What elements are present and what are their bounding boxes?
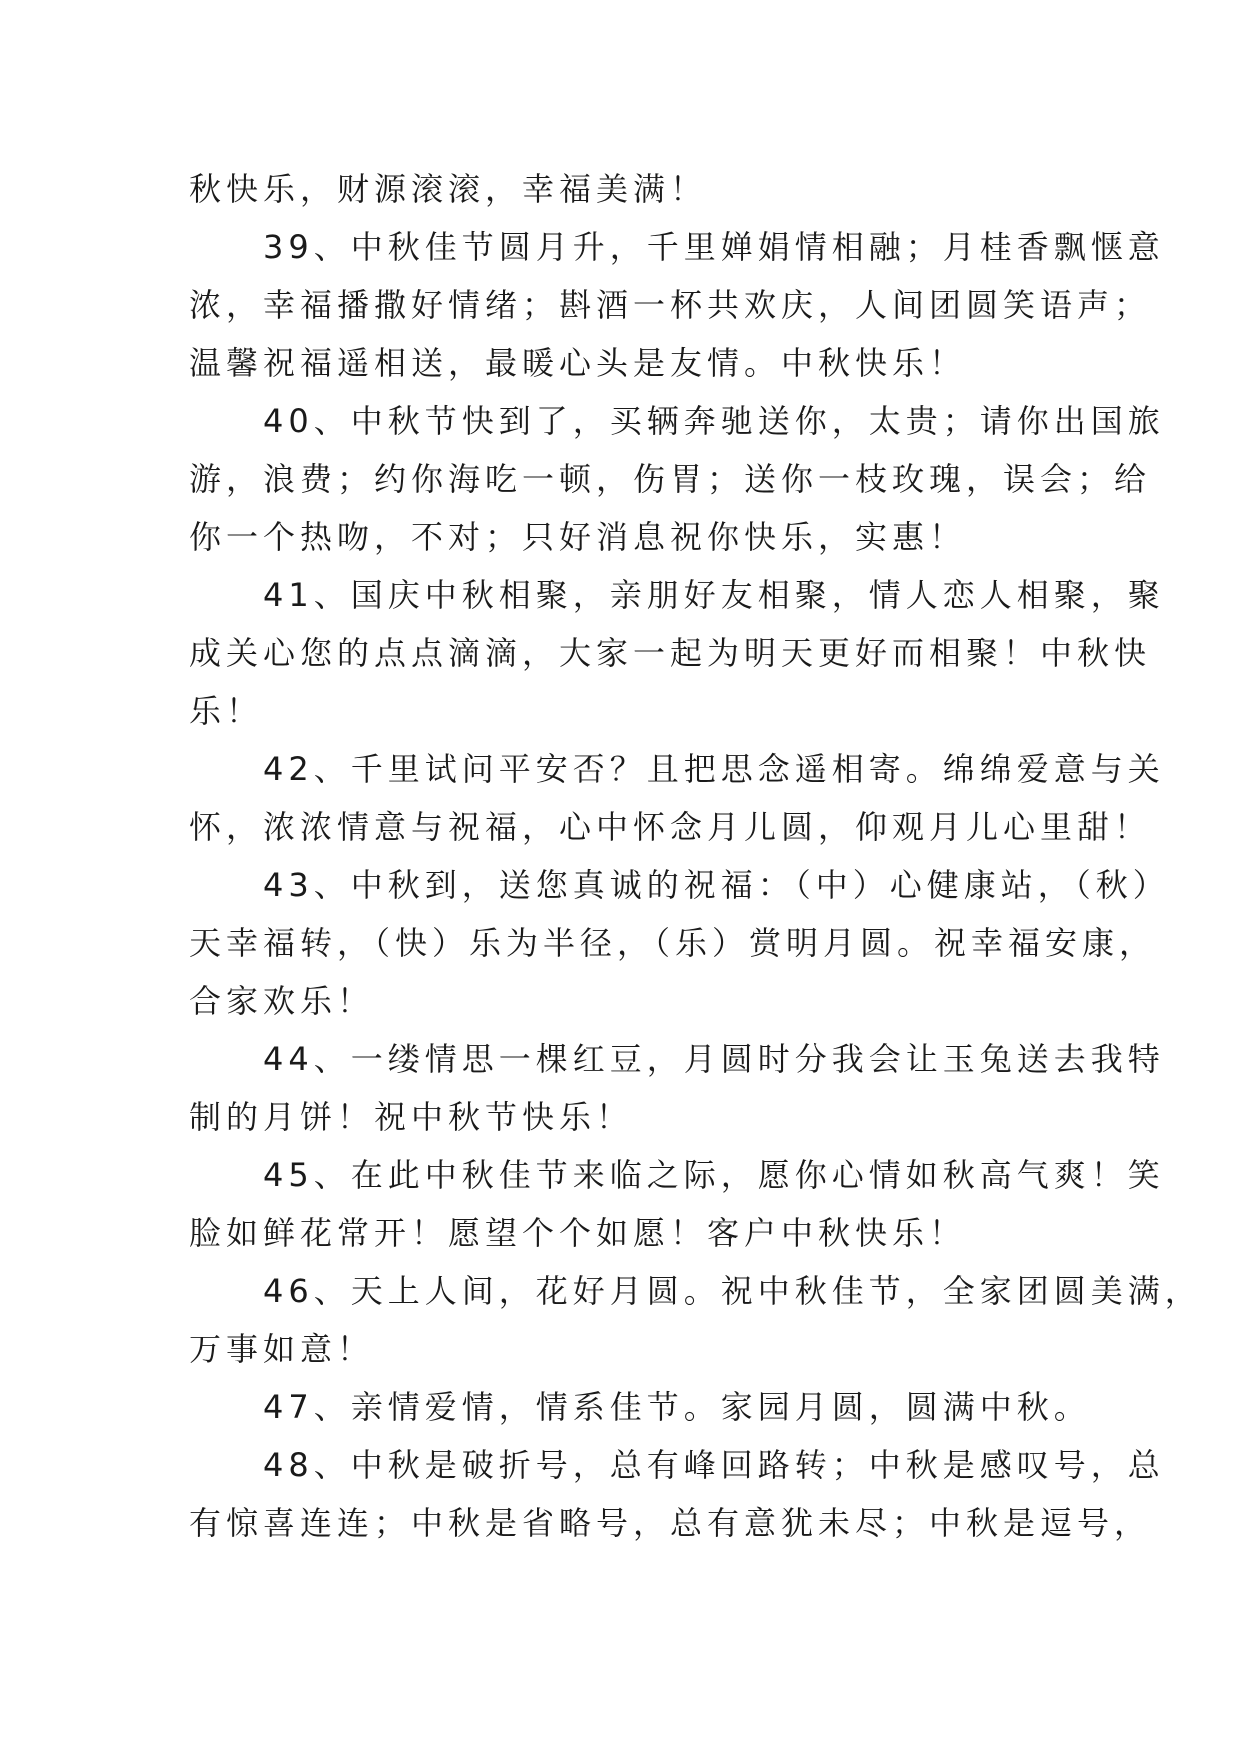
text-line: 脸如鲜花常开！愿望个个如愿！客户中秋快乐！ [189,1214,967,1252]
text-line: 温馨祝福遥相送，最暖心头是友情。中秋快乐！ [189,344,967,382]
text-line: 有惊喜连连；中秋是省略号，总有意犹未尽；中秋是逗号， [189,1504,1152,1542]
text-line: 秋快乐，财源滚滚，幸福美满！ [189,170,708,208]
text-line: 42、千里试问平安否？且把思念遥相寄。绵绵爱意与关 [189,750,1165,788]
text-line: 48、中秋是破折号，总有峰回路转；中秋是感叹号，总 [189,1446,1165,1484]
text-line: 39、中秋佳节圆月升，千里婵娟情相融；月桂香飘惬意 [189,228,1165,266]
text-line: 天幸福转，（快）乐为半径，（乐）赏明月圆。祝幸福安康， [189,924,1157,962]
text-line: 怀，浓浓情意与祝福，心中怀念月儿圆，仰观月儿心里甜！ [189,808,1152,846]
text-line: 46、天上人间，花好月圆。祝中秋佳节，全家团圆美满， [189,1272,1202,1310]
text-line: 44、一缕情思一棵红豆，月圆时分我会让玉兔送去我特 [189,1040,1165,1078]
text-line: 41、国庆中秋相聚，亲朋好友相聚，情人恋人相聚，聚 [189,576,1165,614]
text-line: 45、在此中秋佳节来临之际，愿你心情如秋高气爽！笑 [189,1156,1165,1194]
text-line: 浓，幸福播撒好情绪；斟酒一杯共欢庆，人间团圆笑语声； [189,286,1152,324]
text-line: 乐！ [189,692,264,730]
text-line: 万事如意！ [189,1330,375,1368]
text-line: 47、亲情爱情，情系佳节。家园月圆，圆满中秋。 [189,1388,1091,1426]
text-line: 成关心您的点点滴滴，大家一起为明天更好而相聚！中秋快 [189,634,1152,672]
text-line: 你一个热吻，不对；只好消息祝你快乐，实惠！ [189,518,967,556]
body-text [189,160,1202,1552]
text-line: 43、中秋到，送您真诚的祝福：（中）心健康站，（秋） [189,866,1170,904]
text-line: 制的月饼！祝中秋节快乐！ [189,1098,634,1136]
text-line: 合家欢乐！ [189,982,375,1020]
text-line: 40、中秋节快到了，买辆奔驰送你，太贵；请你出国旅 [189,402,1165,440]
text-line: 游，浪费；约你海吃一顿，伤胃；送你一枝玫瑰，误会；给 [189,460,1152,498]
